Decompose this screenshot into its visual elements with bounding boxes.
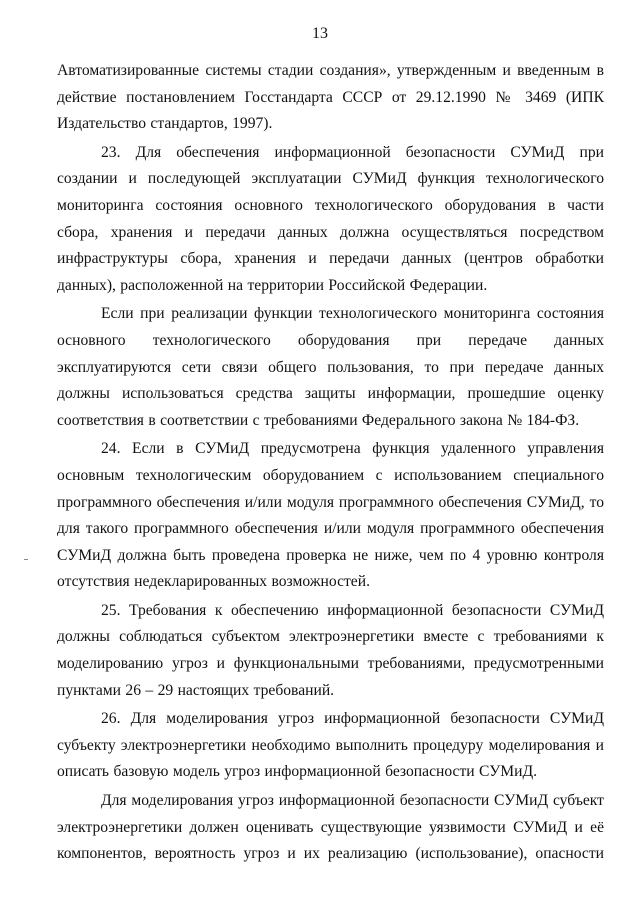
body-text xyxy=(57,58,604,870)
paragraph-26-continued: Для моделирования угроз информационной безопасности СУМиД субъект электроэнергетики должен оценивать существующие уязвимости СУМиД и её компонентов, вероятность угроз и их реализацию (использование), опасности xyxy=(57,792,604,863)
page-number: 13 xyxy=(312,25,328,42)
paragraph-26: 26. Для моделирования угроз информационной безопасности СУМиД субъекту электроэнергетики необходимо выполнить процедуру моделирования и описать базовую модель угроз информационной безопасности СУМиД. xyxy=(57,710,604,781)
paragraph-23-continued: Если при реализации функции технологического мониторинга состояния основного технологического оборудования при передаче данных эксплуатируются сети связи общего пользования, то при передаче данных должны использоваться средства защиты информации, прошедшие оценку соответствия в соответствии с требованиями Федерального закона № 184-ФЗ. xyxy=(57,305,604,429)
paragraph-23: 23. Для обеспечения информационной безопасности СУМиД при создании и последующей эксплуатации СУМиД функция технологического мониторинга состояния основного технологического оборудования в части сбора, хранения и передачи данных должна осуществляться посредством инфраструктуры сбора, хранения и передачи данных (центров обработки данных), расположенной на территории Российской Федерации. xyxy=(57,143,604,294)
paragraph-continuation: Автоматизированные системы стадии создания», утвержденным и введенным в действие постановлением Госстандарта СССР от 29.12.1990 № 3469 (ИПК Издательство стандартов, 1997). xyxy=(57,62,604,133)
paragraph-25: 25. Требования к обеспечению информационной безопасности СУМиД должны соблюдаться субъектом электроэнергетики вместе с требованиями к моделированию угроз и функциональными требованиями, предусмотренными пунктами 26 – 29 настоящих требований. xyxy=(57,601,604,699)
margin-mark xyxy=(24,559,28,560)
paragraph-24: 24. Если в СУМиД предусмотрена функция удаленного управления основным технологическим оборудованием с использованием специального программного обеспечения и/или модуля программного обеспечения СУМиД, то для такого программного обеспечения и/или модуля программного обеспечения СУМиД должна быть проведена проверка не ниже, чем по 4 уровню контроля отсутствия недекларированных возможностей. xyxy=(57,440,604,591)
